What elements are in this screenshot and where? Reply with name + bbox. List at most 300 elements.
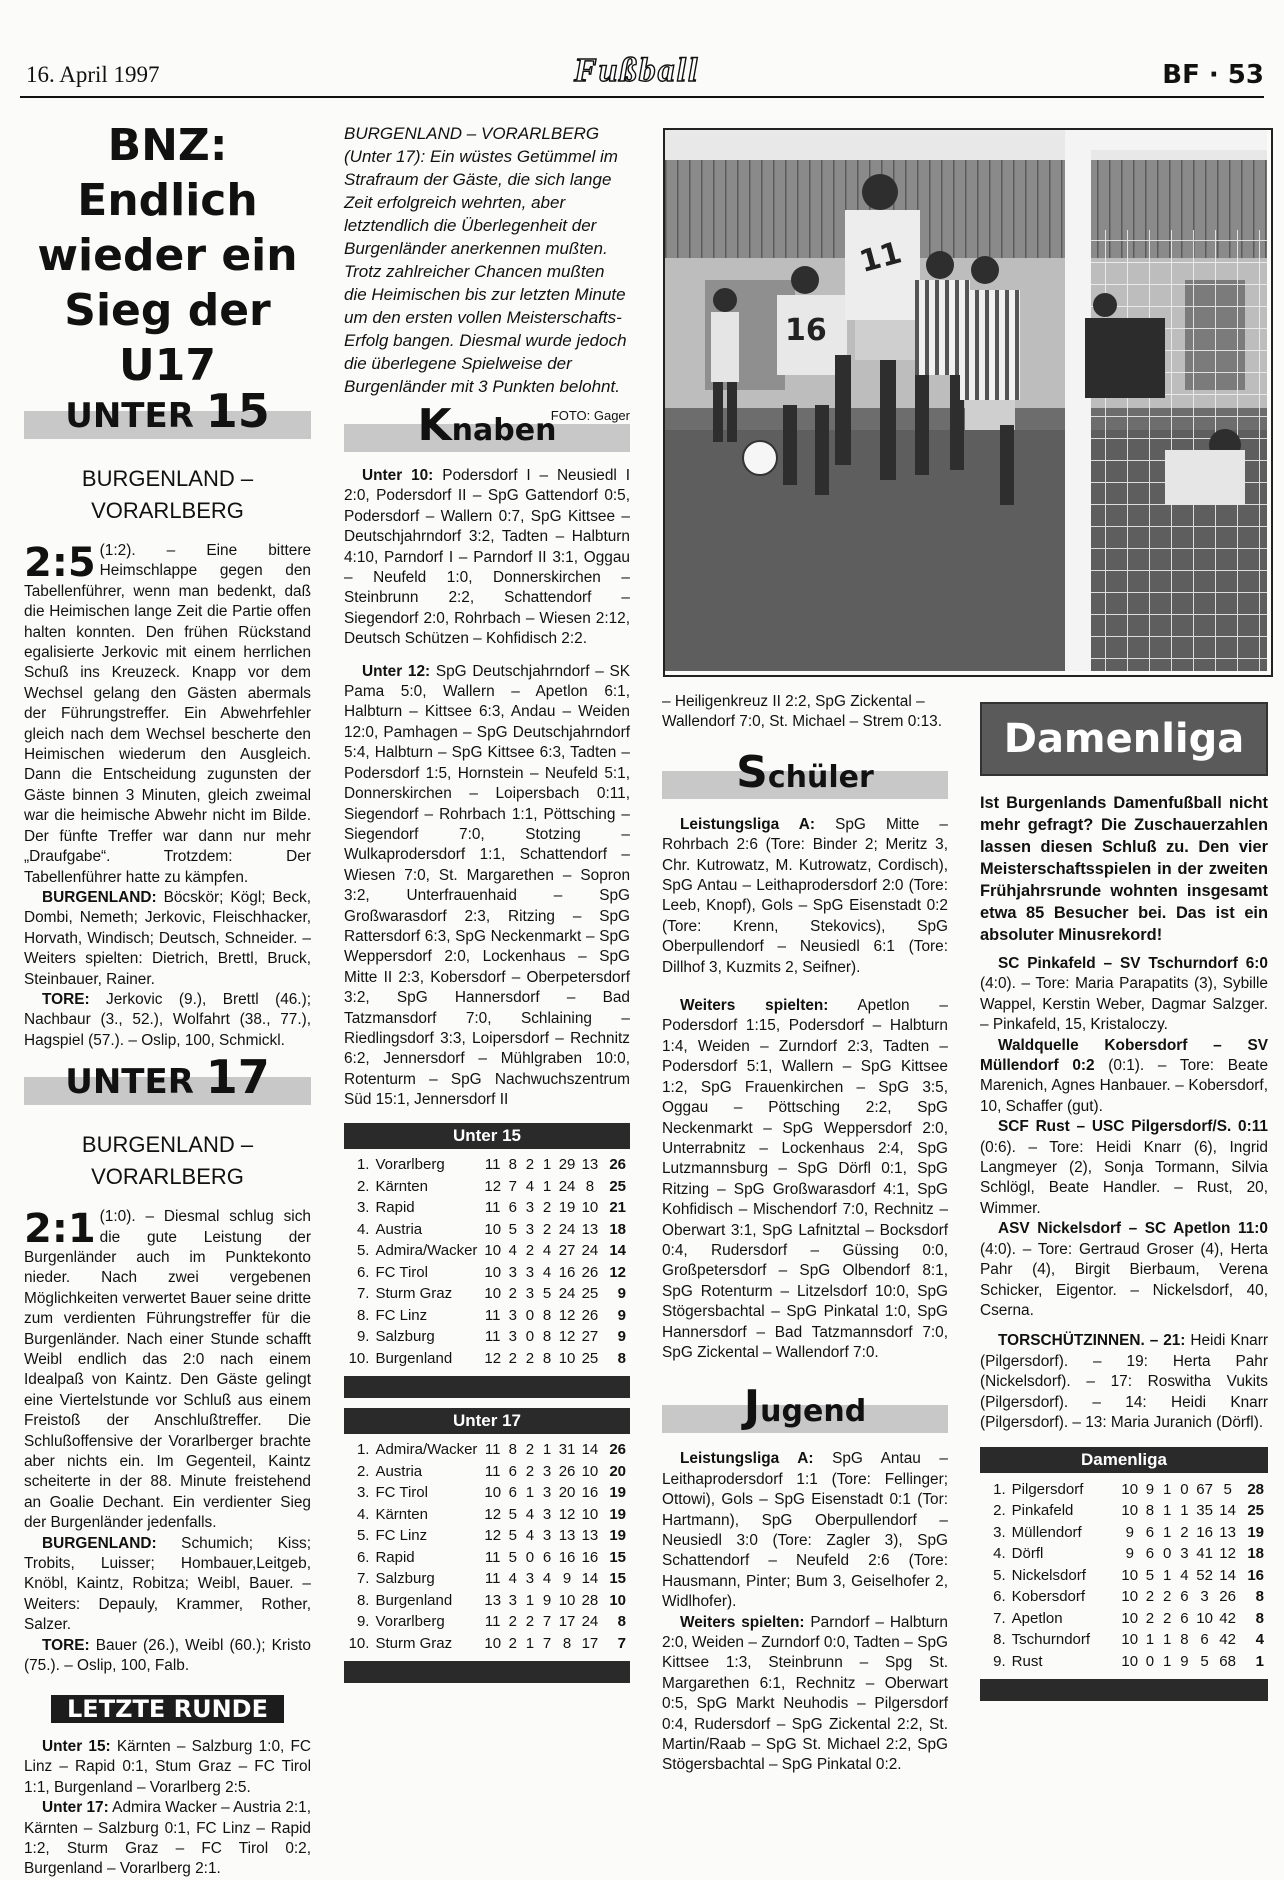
table-cell: 9 <box>1145 1480 1155 1498</box>
table-cell: 6 <box>542 1548 552 1566</box>
page-number: BF · 53 <box>1162 60 1264 90</box>
match-pinkafeld-label: SC Pinkafeld – SV Tschurndorf 6:0 <box>998 955 1268 972</box>
table-cell: 19 <box>609 1484 626 1502</box>
table-cell: 8 <box>542 1328 552 1346</box>
table-cell: 2 <box>542 1220 552 1238</box>
table-row <box>344 1461 630 1483</box>
table-cell: 2 <box>1180 1523 1189 1541</box>
u17-score: 2:1 <box>24 1206 96 1253</box>
table-cell: 2. <box>356 1462 370 1480</box>
schueler-league <box>662 815 948 978</box>
last-round-u15-text: Kärnten – Salzburg 1:0, FC Linz – Rapid 0:1, Stum Graz – FC Tirol 1:1, Burgenland – Vorarlberg 2:5. <box>24 1737 311 1796</box>
table-cell: 1. <box>993 1480 1006 1498</box>
table-cell: 3 <box>525 1220 535 1238</box>
table-cell: 6 <box>1180 1588 1189 1606</box>
table-cell: 6 <box>508 1199 517 1217</box>
table-cell: 10. <box>348 1634 370 1652</box>
table-cell: Sturm Graz <box>375 1285 453 1303</box>
table-cell: 35 <box>1196 1502 1213 1520</box>
table-cell: 20 <box>558 1484 576 1502</box>
jugend-others-text: Parndorf – Halbturn 2:0, Weiden – Zurndorf 0:0, Tadten – SpG Kittsee 1:3, Steinbrunn – Spg St. Margarethen 6:1, Rechnitz – Oberwart 0:5, SpG Markt Neuhodis – Pilgersdorf 0:4, Rudersdorf – SpG Zickental 2:2, St. Martin/Raab – SpG St. Michael 2:2, SpG Stögersbachtal – SpG Pinkatal 0:2. <box>662 1613 948 1774</box>
table-cell: Kobersdorf <box>1011 1588 1086 1606</box>
knaben-continued: – Heiligenkreuz II 2:2, SpG Zickental – Wallendorf 7:0, St. Michael – Strem 0:13. <box>662 693 943 731</box>
table-cell: 14 <box>609 1242 626 1260</box>
match-photo <box>663 128 1273 677</box>
u15-table-title: Unter 15 <box>344 1123 630 1149</box>
table-cell: 10 <box>1121 1502 1139 1520</box>
damenliga-title: Damenliga <box>980 702 1268 776</box>
table-cell: 9. <box>993 1652 1006 1670</box>
table-row <box>980 1501 1268 1523</box>
table-cell: 26 <box>581 1306 599 1324</box>
top-scorers <box>980 1331 1268 1433</box>
table-cell: FC Linz <box>375 1527 428 1545</box>
table-cell: 0 <box>525 1548 535 1566</box>
u15-goals <box>24 990 311 1051</box>
match-kobersdorf-text: (0:1). – Tore: Beate Marenich, Agnes Hanbauer. – Kobersdorf, 10, Schaffer (gut). <box>980 1057 1268 1115</box>
knaben-u12-text: SpG Deutschjahrndorf – SK Pama 5:0, Wallern – Apetlon 6:1, Halbturn – Kittsee 6:3, Andau – Weiden 12:0, Pamhagen – SpG Deutschjahrndorf 5:4, Halbturn – SpG Kittsee 6:3, Tadten – Podersdorf 1:5, Hornstein – Neufeld 5:1, Donnerskirchen – Loipersbach 0:11, Siegendorf – Rohrbach 1:1, Pöttsching – Siegendorf 7:0, Stotzing – Wulkaprodersdorf 1:1, Schattendorf – Wiesen 7:0, St. Margarethen – Sopron 3:2, Unterfrauenhaid – SpG Großwarasdorf 2:3, Ritzing – SpG Rattersdorf 6:3, SpG Neckenmarkt – SpG Weppersdorf 2:0, Lockenhaus – SpG Mitte II 2:3, Kobersdorf – Oberpetersdorf 3:2, SpG Hannersdorf – Bad Tatzmansdorf 7:0, Schlaining – Riedlingsdorf 3:3, Loipersdorf – Rechnitz 6:2, Jennersdorf – Mühlgraben 10:0, Rotenturm – SpG Nachwuchszentrum Süd 15:1, Jennersdorf II <box>344 662 630 1109</box>
table-cell: 12 <box>609 1263 626 1281</box>
u15-lineup <box>24 888 311 990</box>
table-cell: 10 <box>484 1634 502 1652</box>
table-cell: 5. <box>356 1527 370 1545</box>
table-cell: 25 <box>1247 1502 1264 1520</box>
table-row <box>344 1176 630 1198</box>
table-cell: 1. <box>356 1156 370 1174</box>
table-cell: 52 <box>1196 1566 1213 1584</box>
table-cell: 24 <box>558 1177 576 1195</box>
header-rule <box>20 96 1264 98</box>
table-cell: 14 <box>581 1570 599 1588</box>
table-cell: 5 <box>508 1548 517 1566</box>
table-cell: 10 <box>1121 1566 1139 1584</box>
table-cell: 2. <box>993 1502 1006 1520</box>
knaben-u10 <box>344 466 630 650</box>
u17-goals-label: TORE: <box>42 1636 90 1654</box>
table-cell: 0 <box>525 1328 535 1346</box>
u17-table-title: Unter 17 <box>344 1408 630 1434</box>
table-cell: 18 <box>609 1220 626 1238</box>
table-cell: Rapid <box>375 1199 415 1217</box>
table-cell: 10 <box>1121 1652 1139 1670</box>
table-cell: 12 <box>484 1505 502 1523</box>
u17-label: UNTER <box>65 1062 206 1103</box>
table-cell: 13 <box>1219 1523 1236 1541</box>
table-cell: 27 <box>558 1242 576 1260</box>
table-cell: 3 <box>508 1306 517 1324</box>
table-cell: 17 <box>558 1613 576 1631</box>
match-pinkafeld <box>980 954 1268 1036</box>
u15-score: 2:5 <box>24 540 96 586</box>
table-cell: Austria <box>375 1462 423 1480</box>
table-row <box>344 1504 630 1526</box>
table-cell: 11 <box>484 1306 501 1324</box>
table-cell: 9 <box>1125 1545 1134 1563</box>
jugend-section-bar <box>662 1381 948 1433</box>
table-cell: 8 <box>542 1349 552 1367</box>
table-cell: 26 <box>581 1263 599 1281</box>
table-cell: 1 <box>1163 1652 1172 1670</box>
jugend-others <box>662 1613 948 1776</box>
table-cell: 41 <box>1196 1545 1213 1563</box>
table-cell: 1 <box>525 1634 535 1652</box>
table-cell: 7. <box>993 1609 1006 1627</box>
table-cell: 9 <box>617 1328 626 1346</box>
table-row <box>344 1327 630 1349</box>
table-row <box>980 1651 1268 1673</box>
table-cell: 9 <box>617 1285 626 1303</box>
table-cell: 24 <box>581 1613 599 1631</box>
table-cell: 3 <box>508 1263 517 1281</box>
photo-credit: FOTO: Gager <box>550 408 630 423</box>
table-cell: 1. <box>356 1441 370 1459</box>
table-cell: 11 <box>484 1613 501 1631</box>
table-cell: 3 <box>525 1285 535 1303</box>
table-cell: 13 <box>581 1527 599 1545</box>
schueler-initial: S <box>736 746 768 798</box>
damenliga-column <box>980 702 1268 1701</box>
table-cell: 8 <box>562 1634 572 1652</box>
table-cell: 67 <box>1196 1480 1213 1498</box>
table-cell: 10 <box>609 1591 626 1609</box>
match-rust-text: (0:6). – Tore: Heidi Knarr (6), Ingrid Langmeyer (2), Sonja Tormann, Silvia Schlögl, Beate Handler. – Rust, 20, Wimmer. <box>980 1138 1268 1217</box>
table-cell: 10 <box>484 1263 502 1281</box>
last-round-u17 <box>24 1798 311 1880</box>
damen-table-title: Damenliga <box>980 1447 1268 1473</box>
table-cell: 1 <box>1163 1523 1172 1541</box>
table-cell: 68 <box>1219 1652 1236 1670</box>
table-cell: 3 <box>508 1328 517 1346</box>
article-column <box>24 118 311 1880</box>
table-cell: 9. <box>356 1328 370 1346</box>
table-cell: 8 <box>1255 1609 1264 1627</box>
table-cell: 10 <box>1121 1588 1139 1606</box>
table-cell: 19 <box>609 1505 626 1523</box>
table-cell: 3 <box>542 1505 552 1523</box>
table-cell: 27 <box>581 1328 599 1346</box>
table-cell: 12 <box>558 1328 576 1346</box>
table-cell: 6. <box>356 1263 370 1281</box>
u17-standings-table <box>344 1440 630 1655</box>
schueler-title: chüler <box>767 759 874 795</box>
table-cell: 10 <box>581 1505 599 1523</box>
table-cell: 24 <box>581 1242 599 1260</box>
table-cell: 4 <box>525 1177 535 1195</box>
table-cell: Salzburg <box>375 1328 435 1346</box>
table-cell: 13 <box>581 1156 599 1174</box>
table-cell: 26 <box>558 1462 576 1480</box>
match-rust-label: SCF Rust – USC Pilgersdorf/S. 0:11 <box>998 1118 1268 1136</box>
u15-section-bar <box>24 384 311 439</box>
table-cell: FC Tirol <box>375 1484 428 1502</box>
table-cell: 2 <box>1145 1588 1155 1606</box>
table-cell: Pilgersdorf <box>1011 1480 1084 1498</box>
table-cell: 7 <box>542 1613 552 1631</box>
table-cell: 9. <box>356 1613 370 1631</box>
table-cell: 13 <box>558 1527 576 1545</box>
table-row <box>980 1522 1268 1544</box>
last-round-u17-text: Admira Wacker – Austria 2:1, Kärnten – Salzburg 0:1, FC Linz – Rapid 1:2, Sturm Graz – FC Tirol 0:2, Burgenland – Vorarlberg 2:1. <box>24 1799 311 1878</box>
u17-lineup-label: BURGENLAND: <box>42 1534 157 1552</box>
last-round-u17-label: Unter 17: <box>42 1799 109 1817</box>
table-cell: 0 <box>1145 1652 1155 1670</box>
table-cell: 29 <box>558 1156 576 1174</box>
table-cell: 2 <box>525 1441 535 1459</box>
photo-caption <box>344 122 630 423</box>
table-cell: 11 <box>484 1199 501 1217</box>
table-row <box>344 1569 630 1591</box>
schueler-column <box>662 692 948 1776</box>
table-cell: Vorarlberg <box>375 1613 445 1631</box>
u17-lineup <box>24 1534 311 1636</box>
u17-section-bar <box>24 1050 311 1105</box>
table-cell: FC Linz <box>375 1306 428 1324</box>
table-cell: 4 <box>542 1570 552 1588</box>
table-cell: 25 <box>581 1285 599 1303</box>
schueler-league-label: Leistungsliga A: <box>680 815 815 833</box>
table-row <box>980 1630 1268 1652</box>
table-cell: 3 <box>542 1484 552 1502</box>
section-title: Fußball <box>574 52 700 89</box>
top-scorers-text: Heidi Knarr (Pilgersdorf). – 19: Herta Pahr (Nickelsdorf). – 17: Roswitha Vukits (Pilgersdorf). – 14: Heidi Knarr (Pilgersdorf). – 13: Maria Juranich (Dörfl). <box>980 1332 1268 1431</box>
table-cell: FC Tirol <box>375 1263 428 1281</box>
table-cell: 3. <box>993 1523 1006 1541</box>
schueler-league-text: SpG Mitte – Rohrbach 2:6 (Tore: Binder 2; Meritz 3, Chr. Kutrowatz, M. Kutrowatz, Cordisch), SpG Antau – Leithaprodersdorf 2:0 (Tore: Leeb, Knopf), Gols – SpG Eisenstadt 0:2 (Tore: Krenn, Stekovics), SpG Oberpullendorf – Neusiedl 6:1 (Tore: Dillhof 3, Kuzmits 2, Seifner). <box>662 815 948 976</box>
table-cell: 8 <box>617 1349 626 1367</box>
table-cell: 4. <box>356 1220 370 1238</box>
table-cell: 6 <box>1145 1523 1155 1541</box>
table-cell: 14 <box>581 1441 599 1459</box>
table-cell: 9 <box>1180 1652 1189 1670</box>
table-cell: 42 <box>1219 1609 1236 1627</box>
jugend-others-label: Weiters spielten: <box>680 1613 805 1631</box>
table-cell: 5. <box>356 1242 370 1260</box>
table-cell: Nickelsdorf <box>1011 1566 1086 1584</box>
schueler-others <box>662 996 948 1363</box>
table-cell: 6 <box>1200 1631 1209 1649</box>
match-nickelsdorf-text: (4:0). – Tore: Gertraud Groser (4), Herta Pahr (4), Birgit Bierbaum, Verena Schicker, Eigentor. – Nickelsdorf, 40, Cserna. <box>980 1240 1268 1319</box>
table-cell: 14 <box>1219 1566 1236 1584</box>
table-row <box>344 1348 630 1370</box>
table-row <box>344 1305 630 1327</box>
table-cell: 10 <box>484 1285 502 1303</box>
table-cell: 10. <box>348 1349 370 1367</box>
table-cell: 7. <box>356 1570 370 1588</box>
table-cell: 1 <box>542 1177 552 1195</box>
match-nickelsdorf-label: ASV Nickelsdorf – SC Apetlon 11:0 <box>998 1220 1268 1238</box>
table-cell: 10 <box>1196 1609 1213 1627</box>
table-cell: Rapid <box>375 1548 415 1566</box>
table-cell: 26 <box>609 1156 626 1174</box>
table-cell: 16 <box>558 1548 576 1566</box>
table-row <box>980 1608 1268 1630</box>
table-cell: 12 <box>484 1527 502 1545</box>
table-cell: 3 <box>525 1570 535 1588</box>
knaben-title: naben <box>451 413 557 448</box>
u15-teams: BURGENLAND – VORARLBERG <box>81 466 254 523</box>
table-cell: 11 <box>484 1570 501 1588</box>
top-scorers-label: TORSCHÜTZINNEN. – 21: <box>998 1332 1186 1350</box>
knaben-initial: K <box>417 400 452 451</box>
damenliga-intro: Ist Burgenlands Damenfußball nicht mehr gefragt? Die Zuschauerzahlen lassen diesen Schluß zu. Den vier Meisterschaftsspielen in der zweiten Frühjahrsrunde wohnten insgesamt etwa 85 Besucher bei. Das ist ein absoluter Minusrekord! <box>980 794 1268 944</box>
table-cell: 18 <box>1247 1545 1264 1563</box>
table-cell: Kärnten <box>375 1177 428 1195</box>
table-cell: 4 <box>1180 1566 1189 1584</box>
table-cell: 8. <box>356 1306 370 1324</box>
schueler-section-bar <box>662 746 948 799</box>
table-cell: 10 <box>1121 1480 1139 1498</box>
match-pinkafeld-text: (4:0). – Tore: Maria Parapatits (3), Sybille Wappel, Kerstin Weber, Dagmar Salzger. – Pinkafeld, 15, Kristaloczy. <box>980 975 1268 1034</box>
table-cell: 10 <box>581 1462 599 1480</box>
u15-goals-text: Jerkovic (9.), Brettl (46.); Nachbaur (3., 52.), Wolfahrt (38., 77.), Hagspiel (57.). – Oslip, 100, Schmickl. <box>24 990 311 1049</box>
table-row <box>980 1479 1268 1501</box>
u17-number: 17 <box>205 1050 270 1105</box>
table-cell: 16 <box>1247 1566 1264 1584</box>
table-cell: 16 <box>581 1548 599 1566</box>
table-cell: Dörfl <box>1011 1545 1044 1563</box>
table-cell: 16 <box>581 1484 599 1502</box>
table-cell: 15 <box>609 1548 626 1566</box>
table-cell: 14 <box>1219 1502 1236 1520</box>
schueler-others-text: Apetlon – Podersdorf 1:15, Podersdorf – Halbturn 1:4, Weiden – Zurndorf 2:3, Tadten – Podersdorf 5:1, Wallern – SpG Kittsee 1:2, SpG Frauenkirchen – SpG 3:5, Oggau – Pöttsching 2:2, SpG Neckenmarkt – SpG Weppersdorf 2:0, Unterrabnitz – Lockenhaus 2:4, SpG Lutzmannsburg – SpG Dörfl 0:1, SpG Ritzing – SpG Großwarasdorf 4:1, SpG Kohfidisch – Mischendorf 7:0, Rechnitz – Oberwart 3:1, SpG Lafnitztal – Bocksdorf 0:4, Rudersdorf – Güssing 0:0, Großpetersdorf – SpG Olbendorf 8:1, SpG Rotenturm – Litzelsdorf 10:0, SpG Stögersbachtal – SpG Pinkatal 1:0, SpG Hannersdorf – Bad Tatzmannsdorf 7:0, SpG Zickental – Wallendorf 7:0. <box>662 997 948 1361</box>
table-cell: 8. <box>356 1591 370 1609</box>
table-cell: 3 <box>525 1199 535 1217</box>
table-cell: 13 <box>484 1591 502 1609</box>
table-cell: 25 <box>609 1177 626 1195</box>
table-cell: 11 <box>484 1156 501 1174</box>
knaben-column <box>344 122 630 1683</box>
match-kobersdorf <box>980 1036 1268 1118</box>
table-cell: 26 <box>1219 1588 1236 1606</box>
table-cell: 24 <box>558 1220 576 1238</box>
table-cell: 5 <box>1200 1652 1209 1670</box>
table-cell: 2 <box>525 1613 535 1631</box>
table-cell: 3. <box>356 1199 370 1217</box>
table-cell: Vorarlberg <box>375 1156 445 1174</box>
table-cell: 5. <box>993 1566 1006 1584</box>
u15-table-footer <box>344 1376 630 1398</box>
table-cell: 8 <box>585 1177 595 1195</box>
table-cell: 28 <box>581 1591 599 1609</box>
table-cell: 3 <box>1200 1588 1209 1606</box>
table-cell: Rust <box>1011 1652 1043 1670</box>
table-cell: 8 <box>1145 1502 1155 1520</box>
table-cell: 5 <box>542 1285 552 1303</box>
table-cell: 28 <box>1247 1480 1264 1498</box>
table-cell: 21 <box>609 1199 626 1217</box>
table-cell: 1 <box>1163 1480 1172 1498</box>
table-cell: Müllendorf <box>1011 1523 1082 1541</box>
table-cell: 4 <box>525 1527 535 1545</box>
jugend-initial: J <box>743 1381 761 1433</box>
table-cell: Sturm Graz <box>375 1634 453 1652</box>
table-row <box>344 1612 630 1634</box>
table-row <box>344 1440 630 1462</box>
table-cell: 5 <box>508 1505 517 1523</box>
table-cell: 4 <box>508 1242 517 1260</box>
table-cell: 7. <box>356 1285 370 1303</box>
knaben-u10-label: Unter 10: <box>362 467 434 484</box>
table-row <box>344 1241 630 1263</box>
table-cell: Burgenland <box>375 1591 453 1609</box>
u15-lineup-label: BURGENLAND: <box>42 888 157 906</box>
table-cell: 10 <box>484 1220 502 1238</box>
table-cell: Apetlon <box>1011 1609 1063 1627</box>
table-cell: 11 <box>484 1328 501 1346</box>
table-cell: 19 <box>1247 1523 1264 1541</box>
table-cell: 1 <box>525 1484 535 1502</box>
table-cell: 0 <box>525 1306 535 1324</box>
table-cell: 4 <box>542 1242 552 1260</box>
table-cell: 4 <box>525 1505 535 1523</box>
u17-goals-text: Bauer (26.), Weibl (60.); Kristo (75.). – Oslip, 100, Falb. <box>24 1636 311 1675</box>
schueler-others-label: Weiters spielten: <box>680 997 829 1015</box>
table-row <box>344 1219 630 1241</box>
u17-teams: BURGENLAND – VORARLBERG <box>81 1132 254 1190</box>
table-cell: 17 <box>581 1634 599 1652</box>
table-cell: 16 <box>558 1263 576 1281</box>
table-cell: 2 <box>1163 1588 1172 1606</box>
table-cell: 10 <box>558 1591 576 1609</box>
knaben-u12 <box>344 662 630 1111</box>
table-row <box>344 1590 630 1612</box>
table-cell: 2 <box>508 1285 517 1303</box>
table-cell: 4 <box>508 1570 517 1588</box>
table-cell: 1 <box>1163 1502 1172 1520</box>
jugend-title: ugend <box>760 1394 867 1430</box>
table-cell: 9 <box>617 1306 626 1324</box>
table-cell: 20 <box>609 1462 626 1480</box>
knaben-u12-label: Unter 12: <box>362 662 431 680</box>
table-cell: 2 <box>525 1242 535 1260</box>
table-cell: Austria <box>375 1220 423 1238</box>
table-cell: 5 <box>508 1220 517 1238</box>
table-cell: 12 <box>484 1177 502 1195</box>
table-cell: 11 <box>484 1548 501 1566</box>
u17-lineup-text: Schumich; Kiss; Trobits, Luisser; Hombauer,Leitgeb, Knöbl, Kaintz, Robitza; Weibl, Bauer. – Weiters: Depauly, Krammer, Rother, Salzer. <box>24 1534 311 1634</box>
table-cell: 4. <box>356 1505 370 1523</box>
shirt-number-16: 16 <box>785 313 827 348</box>
table-cell: 1 <box>1180 1502 1189 1520</box>
table-cell: Burgenland <box>375 1349 453 1367</box>
table-cell: Kärnten <box>375 1505 428 1523</box>
table-cell: 2. <box>356 1177 370 1195</box>
table-cell: 8 <box>508 1156 517 1174</box>
jugend-league-label: Leistungsliga A: <box>680 1450 814 1468</box>
table-row <box>344 1262 630 1284</box>
table-cell: 7 <box>542 1634 552 1652</box>
table-cell: 3 <box>542 1527 552 1545</box>
table-cell: 1 <box>542 1441 552 1459</box>
table-cell: 5 <box>508 1527 517 1545</box>
table-cell: 9 <box>542 1591 552 1609</box>
table-cell: 12 <box>558 1306 576 1324</box>
table-cell: 2 <box>1145 1609 1155 1627</box>
table-cell: 6. <box>356 1548 370 1566</box>
table-cell: 6 <box>508 1462 517 1480</box>
u17-table-footer <box>344 1661 630 1683</box>
table-cell: 24 <box>558 1285 576 1303</box>
table-cell: 10 <box>484 1484 502 1502</box>
u17-text: (1:0). – Diesmal schlug sich die gute Leistung der Burgenländer auch im Punktekonto nieder. Nach zwei vergebenen Möglichkeiten verwertet Bauer seine dritte zum verdienten Führungstreffer für die Burgenländer. Nach einer Stunde schafft Weibl endlich das 2:0 nach einem Idealpaß von Kaintz. Den Gäste gelingt eine Viertelstunde vor Schluß aus einem Freistoß der Anschlußtreffer. Die Schlußoffensive der Vorarlberger brachte aber nichts ein. Im Gegenteil, Kaintz scheiterte in der 88. Minute freistehend an Goalie Dechant. Ein verdienter Sieg der Burgenländer jedenfalls. <box>24 1208 311 1532</box>
table-cell: 6 <box>1145 1545 1155 1563</box>
table-cell: 12 <box>484 1349 502 1367</box>
table-cell: 12 <box>558 1505 576 1523</box>
table-cell: 4 <box>1255 1631 1264 1649</box>
table-row <box>344 1633 630 1655</box>
table-cell: 31 <box>558 1441 576 1459</box>
table-cell: 2 <box>525 1462 535 1480</box>
